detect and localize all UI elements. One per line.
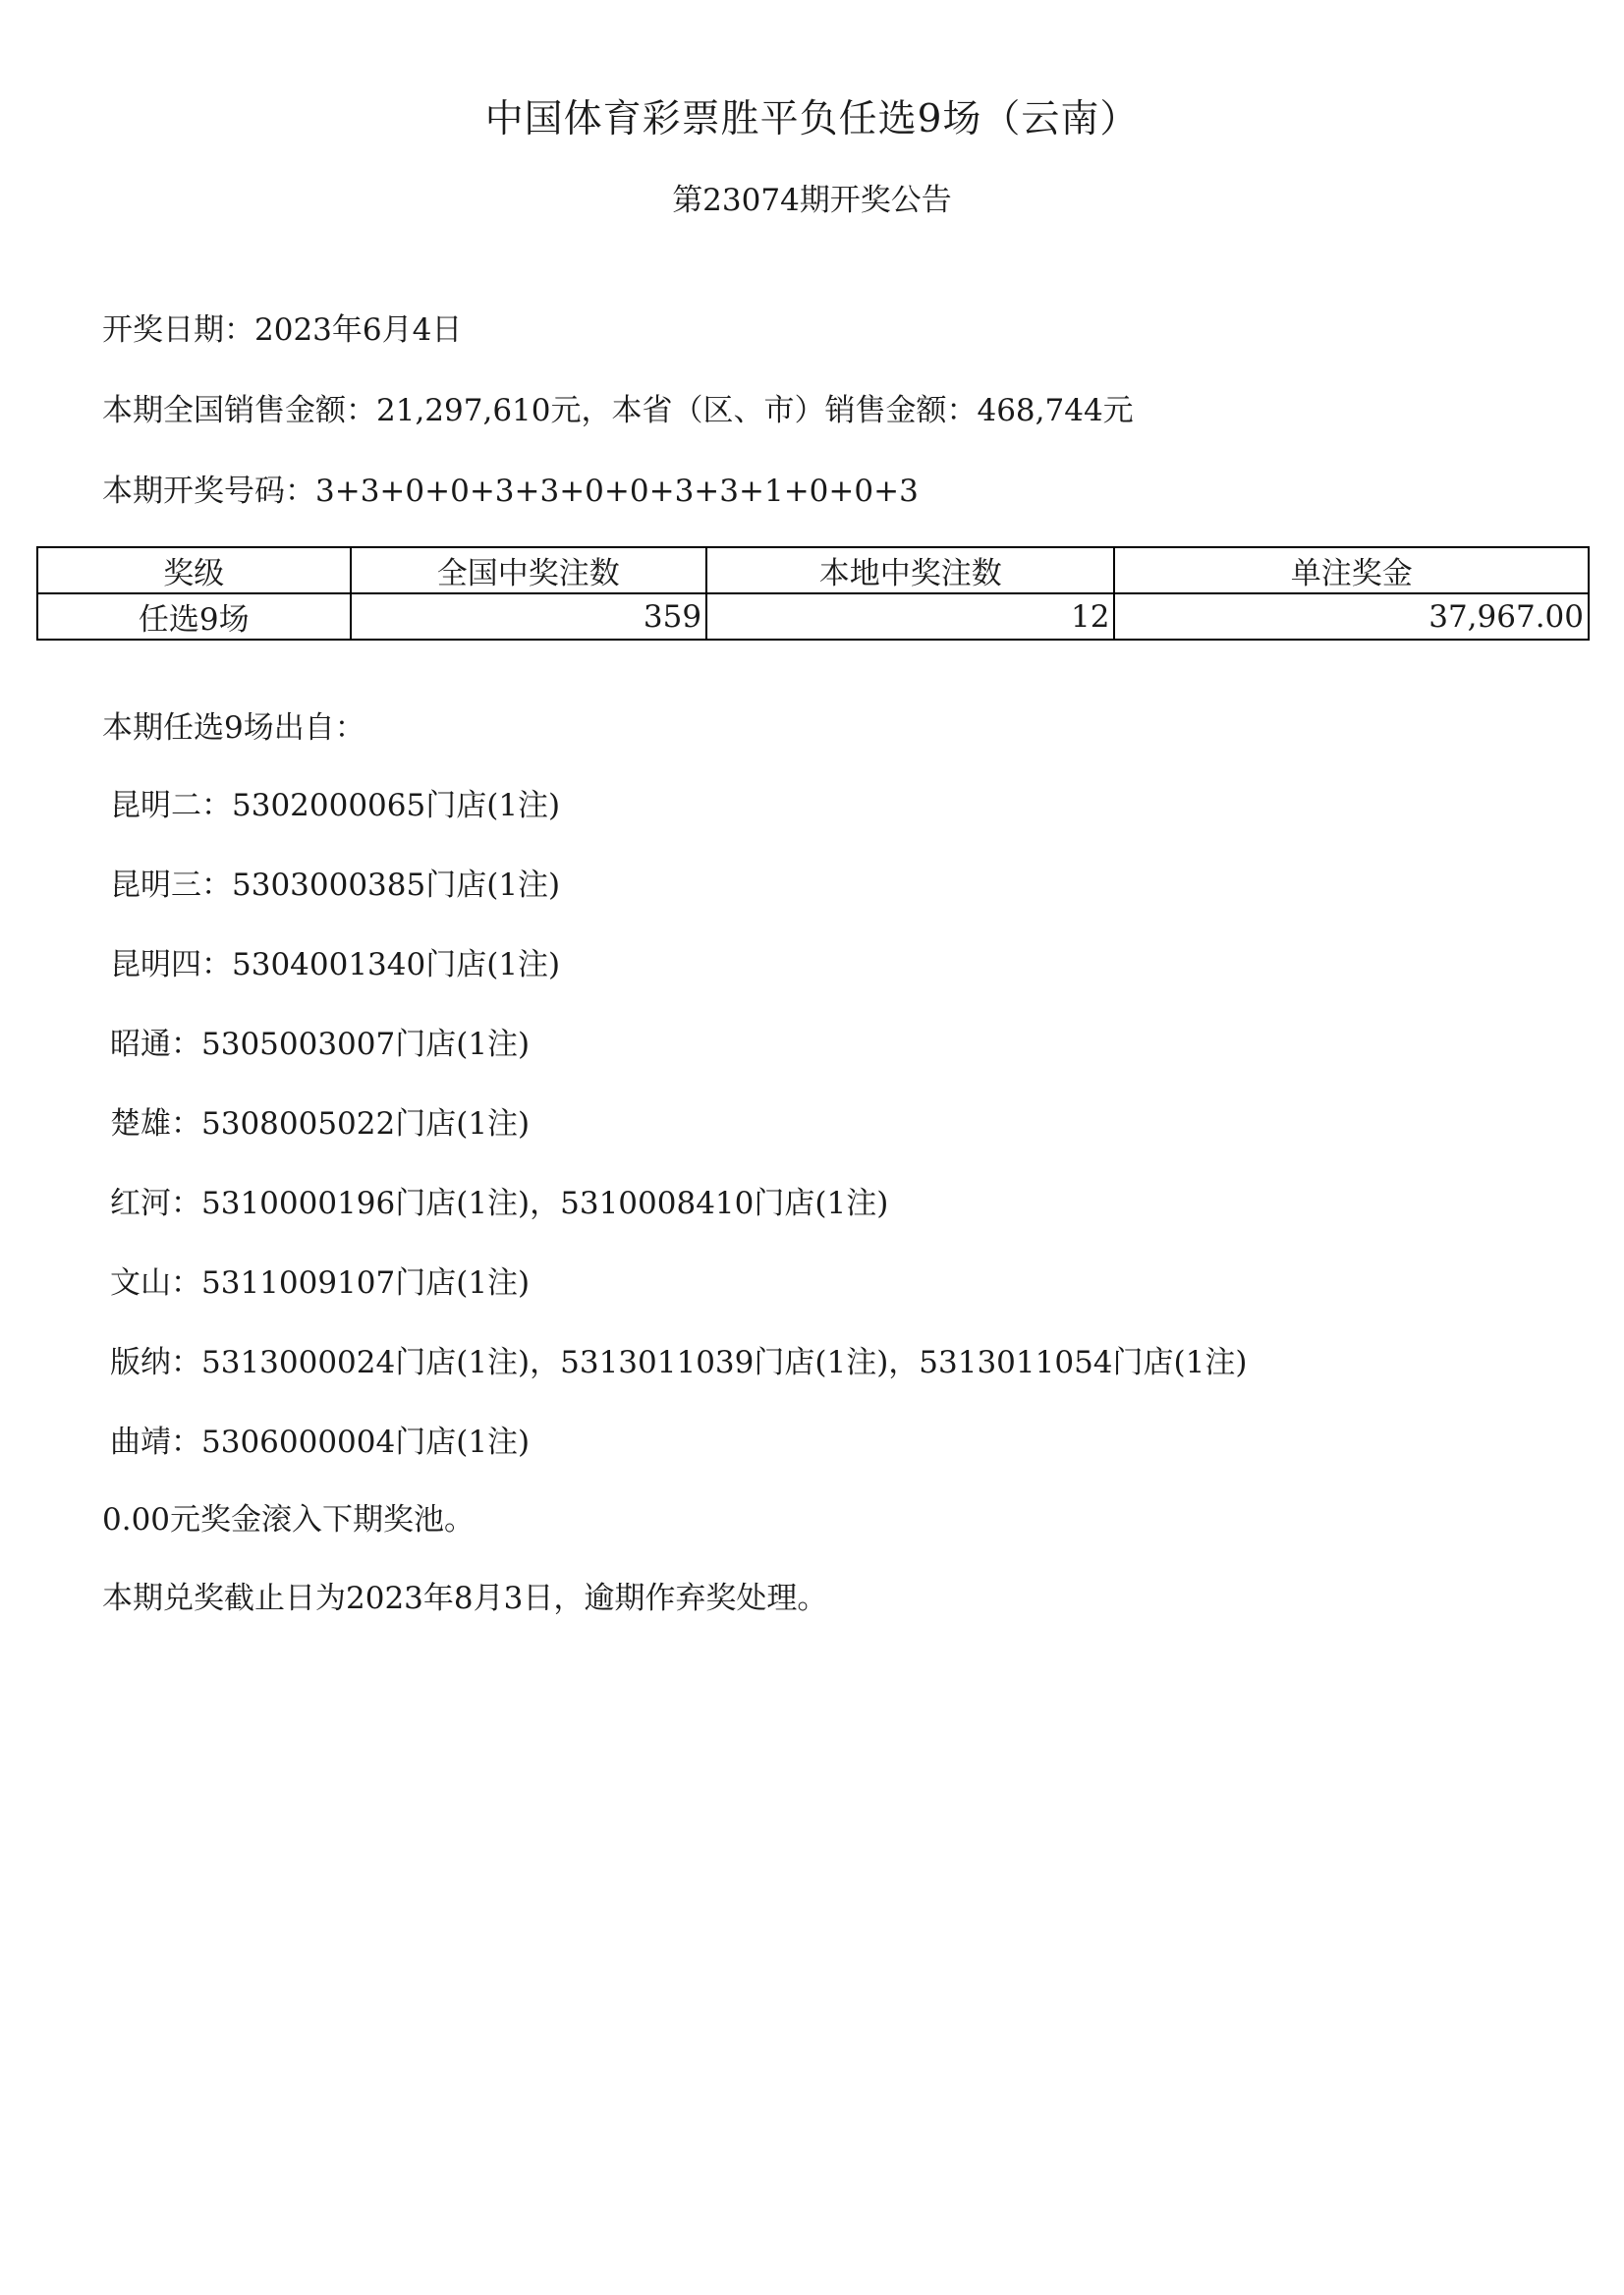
winning-numbers: 本期开奖号码：3+3+0+0+3+3+0+0+3+3+1+0+0+3 bbox=[102, 474, 919, 509]
table-row bbox=[37, 593, 1589, 640]
list-item: 昭通：5305003007门店(1注) bbox=[110, 1027, 531, 1062]
header-national-winners: 全国中奖注数 bbox=[351, 547, 707, 593]
cell-prize-level: 任选9场 bbox=[37, 593, 351, 640]
rollover-note: 0.00元奖金滚入下期奖池。 bbox=[102, 1502, 476, 1538]
cell-national-winners: 359 bbox=[351, 593, 707, 640]
issue-subtitle: 第23074期开奖公告 bbox=[672, 183, 952, 218]
cell-local-winners: 12 bbox=[706, 593, 1114, 640]
header-prize-amount: 单注奖金 bbox=[1114, 547, 1589, 593]
page-title: 中国体育彩票胜平负任选9场（云南） bbox=[484, 97, 1140, 141]
draw-date: 开奖日期：2023年6月4日 bbox=[102, 312, 463, 348]
prize-table-header-row bbox=[37, 547, 1589, 593]
list-item: 文山：5311009107门店(1注) bbox=[110, 1265, 531, 1301]
list-item: 红河：5310000196门店(1注)，5310008410门店(1注) bbox=[110, 1186, 889, 1221]
list-item: 昆明三：5303000385门店(1注) bbox=[110, 868, 561, 903]
list-item: 楚雄：5308005022门店(1注) bbox=[110, 1106, 531, 1142]
list-item: 昆明四：5304001340门店(1注) bbox=[110, 947, 561, 982]
header-local-winners: 本地中奖注数 bbox=[706, 547, 1114, 593]
list-item: 昆明二：5302000065门店(1注) bbox=[110, 788, 561, 823]
list-item: 版纳：5313000024门店(1注)，5313011039门店(1注)，5313011054门店(1注) bbox=[110, 1345, 1248, 1380]
list-item: 曲靖：5306000004门店(1注) bbox=[110, 1425, 531, 1460]
winners-intro: 本期任选9场出自： bbox=[102, 710, 365, 746]
deadline-note: 本期兑奖截止日为2023年8月3日，逾期作弃奖处理。 bbox=[102, 1581, 828, 1616]
prize-table bbox=[36, 546, 1590, 641]
cell-prize-amount: 37,967.00 bbox=[1114, 593, 1589, 640]
header-prize-level: 奖级 bbox=[37, 547, 351, 593]
sales-amount: 本期全国销售金额：21,297,610元，本省（区、市）销售金额：468,744元 bbox=[102, 393, 1134, 428]
